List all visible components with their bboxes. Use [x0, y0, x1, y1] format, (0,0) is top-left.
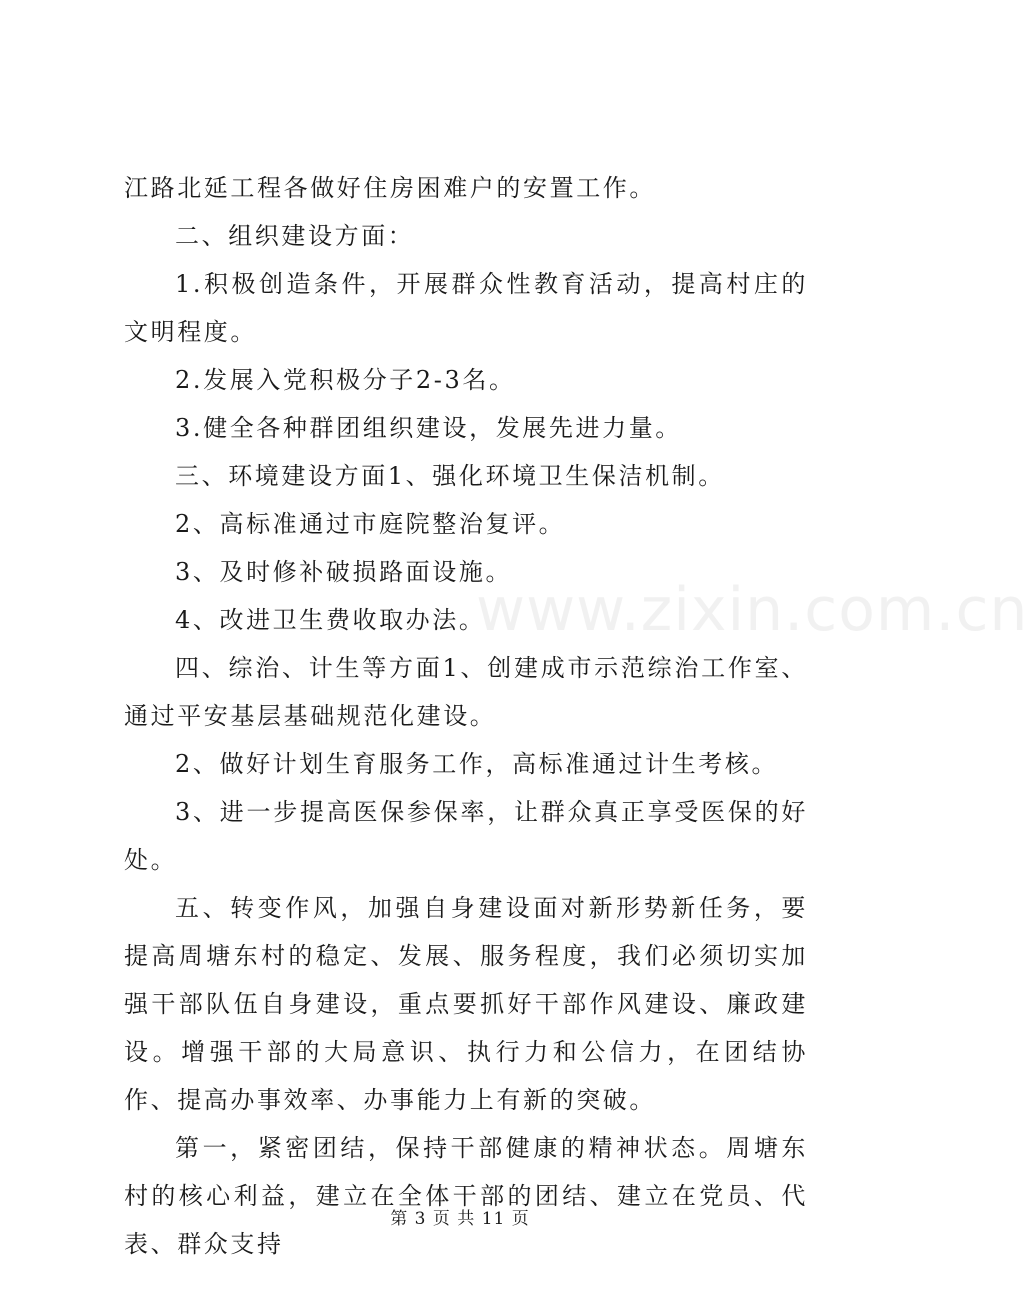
paragraph-13: 五、转变作风，加强自身建设面对新形势新任务，要提高周塘东村的稳定、发展、服务程度，我们必须切实加强干部队伍自身建设，重点要抓好干部作风建设、廉政建设。增强干部的大局意识、执行力和公信力，在团结协作、提高办事效率、办事能力上有新的突破。	[124, 894, 808, 1114]
paragraph-5: 3.健全各种群团组织建设，发展先进力量。	[175, 414, 682, 442]
paragraph-7: 2、高标准通过市庭院整治复评。	[175, 510, 566, 538]
paragraph-6: 三、环境建设方面1、强化环境卫生保洁机制。	[175, 462, 725, 490]
page-footer: 第 3 页 共 11 页	[390, 1209, 530, 1229]
paragraph-1: 江路北延工程各做好住房困难户的安置工作。	[124, 174, 656, 202]
paragraph-9: 4、改进卫生费收取办法。	[175, 606, 486, 634]
paragraph-4: 2.发展入党积极分子2-3名。	[175, 366, 516, 394]
document-body	[124, 164, 808, 1268]
watermark: www.zixin.com.cn	[476, 575, 1028, 645]
paragraph-8: 3、及时修补破损路面设施。	[175, 558, 513, 586]
paragraph-11: 2、做好计划生育服务工作，高标准通过计生考核。	[175, 750, 779, 778]
paragraph-14: 第一，紧密团结，保持干部健康的精神状态。周塘东村的核心利益，建立在全体干部的团结、建立在党员、代表、群众支持	[124, 1134, 808, 1258]
paragraph-10: 四、综治、计生等方面1、创建成市示范综治工作室、通过平安基层基础规范化建设。	[124, 654, 808, 730]
paragraph-3: 1.积极创造条件，开展群众性教育活动，提高村庄的文明程度。	[124, 270, 808, 346]
paragraph-2: 二、组织建设方面：	[175, 222, 415, 250]
paragraph-12: 3、进一步提高医保参保率，让群众真正享受医保的好处。	[124, 798, 808, 874]
